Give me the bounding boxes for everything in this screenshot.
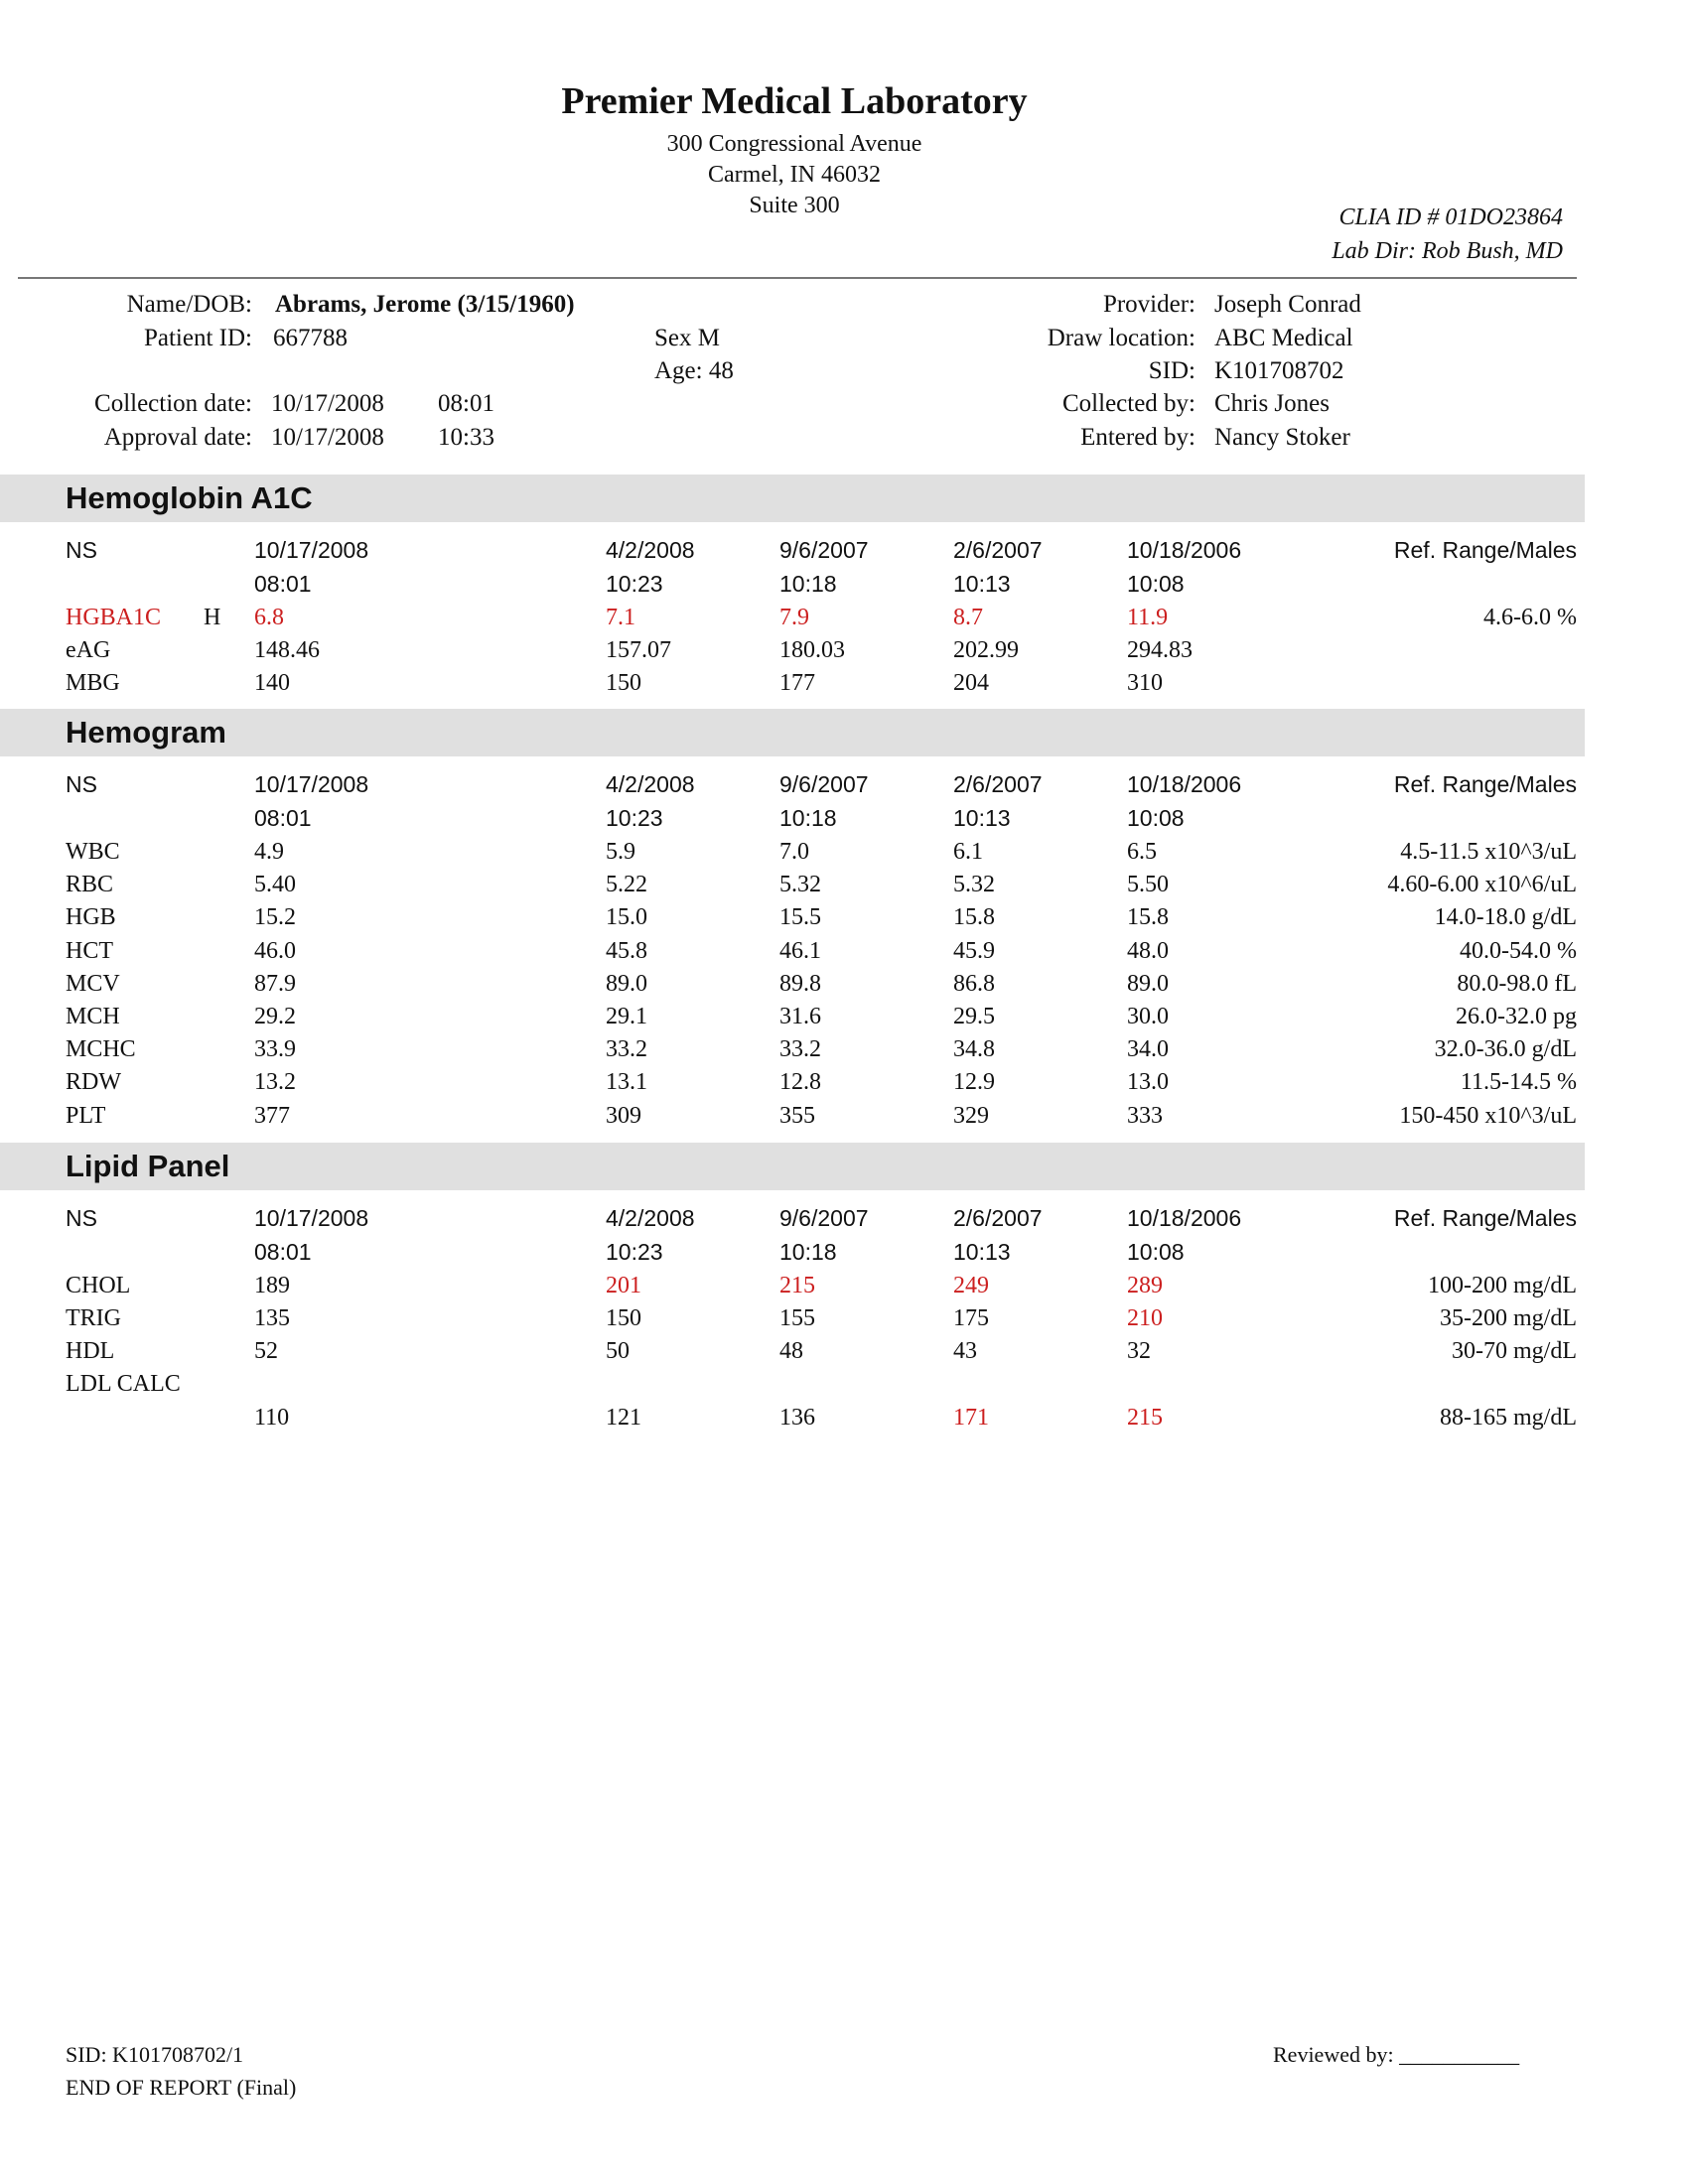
patient-name-dob: Abrams, Jerome (3/15/1960) bbox=[275, 291, 575, 318]
result-value: 204 bbox=[953, 670, 989, 696]
column-date: 4/2/2008 bbox=[606, 1205, 695, 1231]
result-value: 249 bbox=[953, 1273, 989, 1298]
result-value: 329 bbox=[953, 1103, 989, 1129]
collection-time: 08:01 bbox=[438, 390, 494, 417]
column-date: 2/6/2007 bbox=[953, 537, 1043, 563]
reference-range: 4.60-6.00 x10^6/uL bbox=[1387, 872, 1577, 897]
result-value: 121 bbox=[606, 1405, 641, 1431]
approval-time: 10:33 bbox=[438, 424, 494, 451]
result-value: 201 bbox=[606, 1273, 641, 1298]
reference-range: 4.5-11.5 x10^3/uL bbox=[1400, 839, 1577, 865]
result-value: 5.9 bbox=[606, 839, 635, 865]
column-time: 10:08 bbox=[1127, 805, 1185, 831]
provider: Joseph Conrad bbox=[1214, 291, 1361, 318]
column-time: 08:01 bbox=[254, 571, 312, 597]
collected-by-label: Collected by: bbox=[1062, 390, 1196, 417]
reviewed-by: Reviewed by: ___________ bbox=[1273, 2042, 1520, 2067]
result-value: 155 bbox=[779, 1305, 815, 1331]
lab-name: Premier Medical Laboratory bbox=[561, 80, 1028, 122]
reference-range: 40.0-54.0 % bbox=[1460, 938, 1577, 964]
section-title: Hemogram bbox=[66, 715, 226, 750]
approval-date: 10/17/2008 bbox=[271, 424, 384, 451]
column-ns: NS bbox=[66, 771, 97, 797]
result-value: 150 bbox=[606, 670, 641, 696]
column-time: 10:13 bbox=[953, 1239, 1011, 1265]
column-time: 10:18 bbox=[779, 1239, 837, 1265]
result-value: 8.7 bbox=[953, 605, 983, 630]
result-value: 7.0 bbox=[779, 839, 809, 865]
column-time: 08:01 bbox=[254, 805, 312, 831]
column-ref-range: Ref. Range/Males bbox=[1393, 1205, 1577, 1231]
test-name: HGB bbox=[66, 904, 116, 930]
column-time: 10:18 bbox=[779, 805, 837, 831]
column-time: 10:13 bbox=[953, 571, 1011, 597]
result-value: 7.9 bbox=[779, 605, 809, 630]
patient-id: 667788 bbox=[273, 325, 348, 351]
result-value: 215 bbox=[779, 1273, 815, 1298]
column-time: 10:18 bbox=[779, 571, 837, 597]
test-name: TRIG bbox=[66, 1305, 121, 1331]
result-value: 310 bbox=[1127, 670, 1163, 696]
result-value: 289 bbox=[1127, 1273, 1163, 1298]
column-date: 4/2/2008 bbox=[606, 537, 695, 563]
test-name: HCT bbox=[66, 938, 113, 964]
result-value: 29.1 bbox=[606, 1004, 647, 1029]
result-value: 136 bbox=[779, 1405, 815, 1431]
result-value: 150 bbox=[606, 1305, 641, 1331]
result-value: 180.03 bbox=[779, 637, 845, 663]
reference-range: 35-200 mg/dL bbox=[1440, 1305, 1577, 1331]
reference-range: 4.6-6.0 % bbox=[1483, 605, 1577, 630]
result-value: 33.9 bbox=[254, 1036, 296, 1062]
result-value: 148.46 bbox=[254, 637, 320, 663]
column-time: 10:08 bbox=[1127, 571, 1185, 597]
footer-sid: SID: K101708702/1 bbox=[66, 2042, 244, 2067]
column-date: 9/6/2007 bbox=[779, 537, 869, 563]
sid-label: SID: bbox=[1148, 357, 1196, 384]
patient-id-label: Patient ID: bbox=[143, 325, 252, 351]
patient-sex: Sex M bbox=[654, 325, 720, 351]
result-value: 46.0 bbox=[254, 938, 296, 964]
result-value: 34.0 bbox=[1127, 1036, 1169, 1062]
column-time: 10:13 bbox=[953, 805, 1011, 831]
result-value: 86.8 bbox=[953, 971, 995, 997]
draw-location: ABC Medical bbox=[1214, 325, 1353, 351]
test-name: HDL bbox=[66, 1338, 115, 1364]
result-value: 4.9 bbox=[254, 839, 284, 865]
test-name: RDW bbox=[66, 1069, 121, 1095]
reference-range: 100-200 mg/dL bbox=[1428, 1273, 1577, 1298]
reference-range: 80.0-98.0 fL bbox=[1457, 971, 1577, 997]
test-name: HGBA1C bbox=[66, 605, 162, 630]
patient-age: Age: 48 bbox=[654, 357, 734, 384]
test-name: MCV bbox=[66, 971, 120, 997]
result-value: 15.2 bbox=[254, 904, 296, 930]
result-value: 177 bbox=[779, 670, 815, 696]
result-value: 31.6 bbox=[779, 1004, 821, 1029]
result-value: 89.0 bbox=[1127, 971, 1169, 997]
reference-range: 30-70 mg/dL bbox=[1452, 1338, 1577, 1364]
result-value: 140 bbox=[254, 670, 290, 696]
collection-date: 10/17/2008 bbox=[271, 390, 384, 417]
collection-date-label: Collection date: bbox=[94, 390, 252, 417]
column-date: 10/17/2008 bbox=[254, 1205, 369, 1231]
reference-range: 32.0-36.0 g/dL bbox=[1434, 1036, 1577, 1062]
result-value: 189 bbox=[254, 1273, 290, 1298]
column-time: 10:08 bbox=[1127, 1239, 1185, 1265]
reference-range: 150-450 x10^3/uL bbox=[1399, 1103, 1577, 1129]
column-date: 10/18/2006 bbox=[1127, 537, 1242, 563]
column-date: 10/17/2008 bbox=[254, 771, 369, 797]
result-value: 11.9 bbox=[1127, 605, 1169, 630]
column-ref-range: Ref. Range/Males bbox=[1393, 537, 1577, 563]
lab-address-line3: Suite 300 bbox=[749, 193, 840, 218]
test-name: MCH bbox=[66, 1004, 120, 1029]
result-value: 32 bbox=[1127, 1338, 1151, 1364]
name-dob-label: Name/DOB: bbox=[126, 291, 252, 318]
result-value: 294.83 bbox=[1127, 637, 1193, 663]
lab-director: Lab Dir: Rob Bush, MD bbox=[1332, 238, 1563, 264]
section-header-bar bbox=[0, 1143, 1585, 1190]
test-name: PLT bbox=[66, 1103, 106, 1129]
test-name: MCHC bbox=[66, 1036, 136, 1062]
test-name: eAG bbox=[66, 637, 111, 663]
test-name: WBC bbox=[66, 839, 120, 865]
result-value: 48.0 bbox=[1127, 938, 1169, 964]
result-value: 202.99 bbox=[953, 637, 1019, 663]
result-value: 13.0 bbox=[1127, 1069, 1169, 1095]
draw-location-label: Draw location: bbox=[1047, 325, 1196, 351]
column-ref-range: Ref. Range/Males bbox=[1393, 771, 1577, 797]
result-value: 309 bbox=[606, 1103, 641, 1129]
result-value: 52 bbox=[254, 1338, 278, 1364]
column-ns: NS bbox=[66, 1205, 97, 1231]
collected-by: Chris Jones bbox=[1214, 390, 1330, 417]
result-value: 333 bbox=[1127, 1103, 1163, 1129]
column-time: 08:01 bbox=[254, 1239, 312, 1265]
entered-by: Nancy Stoker bbox=[1214, 424, 1350, 451]
test-name: MBG bbox=[66, 670, 120, 696]
result-value: 6.1 bbox=[953, 839, 983, 865]
result-value: 110 bbox=[254, 1405, 290, 1431]
provider-label: Provider: bbox=[1102, 291, 1196, 318]
section-header-bar bbox=[0, 709, 1585, 756]
end-of-report: END OF REPORT (Final) bbox=[66, 2075, 297, 2100]
column-date: 2/6/2007 bbox=[953, 1205, 1043, 1231]
result-value: 215 bbox=[1127, 1405, 1163, 1431]
result-value: 12.8 bbox=[779, 1069, 821, 1095]
result-value: 355 bbox=[779, 1103, 815, 1129]
lab-address-line1: 300 Congressional Avenue bbox=[666, 131, 922, 157]
section-title: Lipid Panel bbox=[66, 1149, 230, 1183]
result-value: 50 bbox=[606, 1338, 630, 1364]
reference-range: 11.5-14.5 % bbox=[1460, 1069, 1577, 1095]
result-value: 29.2 bbox=[254, 1004, 296, 1029]
result-value: 5.50 bbox=[1127, 872, 1169, 897]
result-value: 15.5 bbox=[779, 904, 821, 930]
approval-date-label: Approval date: bbox=[103, 424, 252, 451]
reference-range: 26.0-32.0 pg bbox=[1456, 1004, 1577, 1029]
result-value: 210 bbox=[1127, 1305, 1163, 1331]
result-value: 377 bbox=[254, 1103, 290, 1129]
result-value: 48 bbox=[779, 1338, 803, 1364]
column-date: 10/18/2006 bbox=[1127, 1205, 1242, 1231]
result-value: 33.2 bbox=[606, 1036, 647, 1062]
result-value: 175 bbox=[953, 1305, 989, 1331]
result-value: 89.8 bbox=[779, 971, 821, 997]
entered-by-label: Entered by: bbox=[1080, 424, 1196, 451]
result-value: 171 bbox=[953, 1405, 989, 1431]
result-value: 135 bbox=[254, 1305, 290, 1331]
result-value: 87.9 bbox=[254, 971, 296, 997]
section-header-bar bbox=[0, 475, 1585, 522]
result-value: 13.2 bbox=[254, 1069, 296, 1095]
result-value: 15.8 bbox=[1127, 904, 1169, 930]
result-value: 7.1 bbox=[606, 605, 635, 630]
column-date: 2/6/2007 bbox=[953, 771, 1043, 797]
result-value: 5.22 bbox=[606, 872, 647, 897]
column-date: 9/6/2007 bbox=[779, 1205, 869, 1231]
result-value: 157.07 bbox=[606, 637, 671, 663]
result-value: 45.9 bbox=[953, 938, 995, 964]
sid: K101708702 bbox=[1214, 357, 1344, 384]
result-value: 34.8 bbox=[953, 1036, 995, 1062]
result-value: 45.8 bbox=[606, 938, 647, 964]
lab-address-line2: Carmel, IN 46032 bbox=[708, 162, 881, 188]
section-title: Hemoglobin A1C bbox=[66, 480, 313, 515]
result-value: 33.2 bbox=[779, 1036, 821, 1062]
result-value: 15.0 bbox=[606, 904, 647, 930]
reference-range: 14.0-18.0 g/dL bbox=[1434, 904, 1577, 930]
column-date: 10/18/2006 bbox=[1127, 771, 1242, 797]
test-name: CHOL bbox=[66, 1273, 131, 1298]
result-value: 5.32 bbox=[953, 872, 995, 897]
column-date: 10/17/2008 bbox=[254, 537, 369, 563]
result-value: 46.1 bbox=[779, 938, 821, 964]
result-value: 12.9 bbox=[953, 1069, 995, 1095]
column-date: 9/6/2007 bbox=[779, 771, 869, 797]
column-time: 10:23 bbox=[606, 1239, 663, 1265]
result-value: 6.8 bbox=[254, 605, 284, 630]
column-time: 10:23 bbox=[606, 805, 663, 831]
test-name: LDL CALC bbox=[66, 1371, 181, 1397]
abnormal-flag: H bbox=[204, 605, 221, 630]
result-value: 15.8 bbox=[953, 904, 995, 930]
test-name: RBC bbox=[66, 872, 114, 897]
result-value: 29.5 bbox=[953, 1004, 995, 1029]
header-divider bbox=[18, 277, 1577, 279]
column-ns: NS bbox=[66, 537, 97, 563]
column-date: 4/2/2008 bbox=[606, 771, 695, 797]
result-value: 89.0 bbox=[606, 971, 647, 997]
result-value: 13.1 bbox=[606, 1069, 647, 1095]
result-value: 30.0 bbox=[1127, 1004, 1169, 1029]
result-value: 5.40 bbox=[254, 872, 296, 897]
result-value: 43 bbox=[953, 1338, 977, 1364]
clia-id: CLIA ID # 01DO23864 bbox=[1338, 205, 1563, 230]
result-value: 5.32 bbox=[779, 872, 821, 897]
reference-range: 88-165 mg/dL bbox=[1440, 1405, 1577, 1431]
result-value: 6.5 bbox=[1127, 839, 1157, 865]
column-time: 10:23 bbox=[606, 571, 663, 597]
